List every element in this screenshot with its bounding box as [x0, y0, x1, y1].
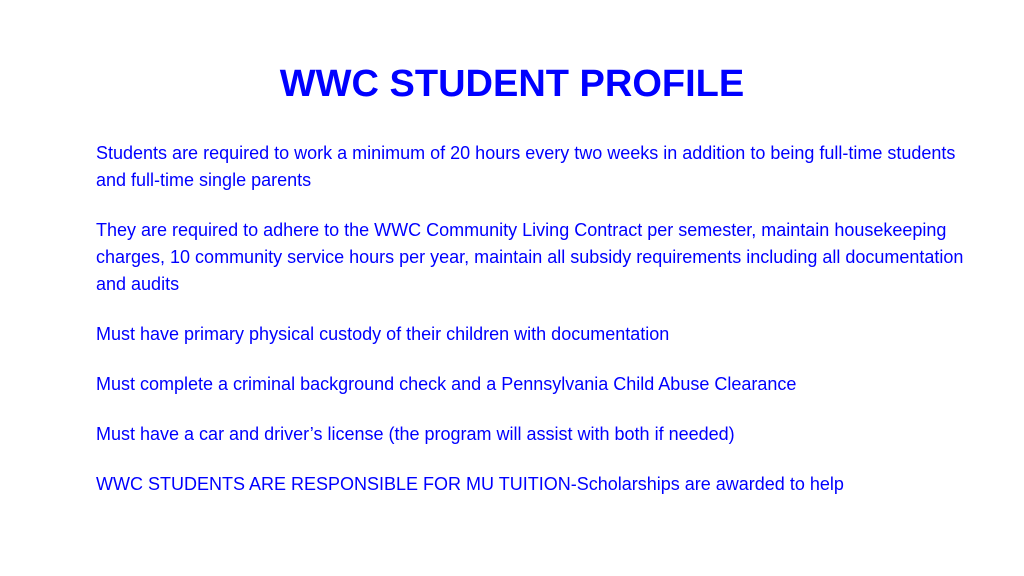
slide-body: [96, 140, 976, 521]
paragraph-tuition: WWC STUDENTS ARE RESPONSIBLE FOR MU TUITION-Scholarships are awarded to help: [96, 474, 844, 494]
paragraph-car-license: Must have a car and driver’s license (the program will assist with both if needed): [96, 424, 735, 444]
paragraph-community-contract: They are required to adhere to the WWC Community Living Contract per semester, maintain housekeeping charges, 10 community service hours per year, maintain all subsidy requirements including all documentation and audits: [96, 220, 964, 294]
paragraph-custody: Must have primary physical custody of their children with documentation: [96, 324, 670, 344]
paragraph-background-check: Must complete a criminal background check and a Pennsylvania Child Abuse Clearance: [96, 374, 797, 394]
slide-title: WWC STUDENT PROFILE: [279, 63, 745, 105]
paragraph-work-requirement: Students are required to work a minimum of 20 hours every two weeks in addition to being full-time students and full-time single parents: [96, 143, 956, 190]
